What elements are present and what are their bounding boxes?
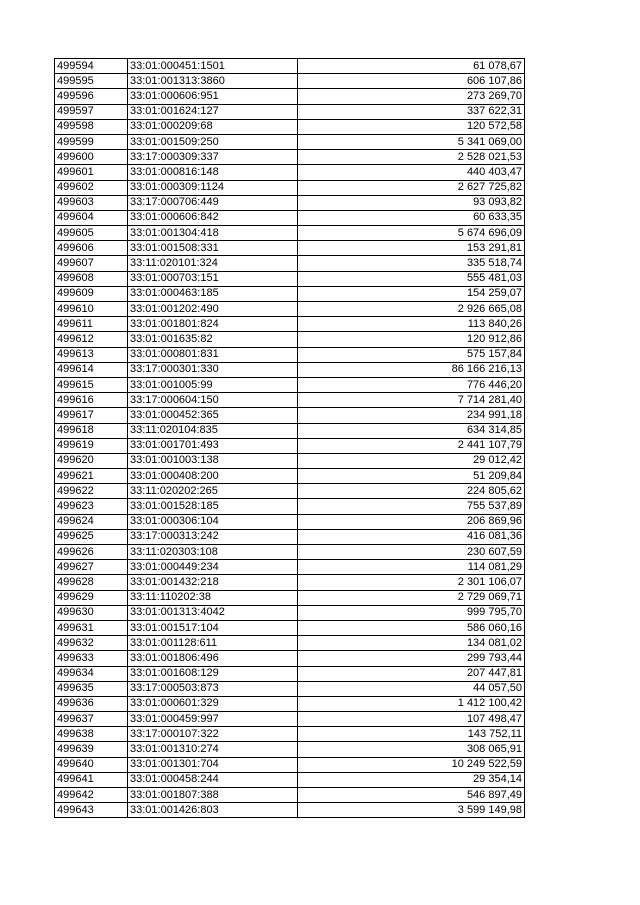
table-row [55, 757, 525, 772]
table-row [55, 590, 525, 605]
row-id-cell: 499601 [55, 165, 128, 180]
cadastral-value-cell: 440 403,47 [298, 165, 525, 180]
cadastral-value-cell: 154 259,07 [298, 286, 525, 301]
cadastral-number-cell: 33:01:000601:329 [128, 696, 298, 711]
row-id-cell: 499610 [55, 302, 128, 317]
table-row [55, 362, 525, 377]
cadastral-value-cell: 755 537,89 [298, 499, 525, 514]
row-id-cell: 499631 [55, 620, 128, 635]
cadastral-number-cell: 33:01:000449:234 [128, 560, 298, 575]
cadastral-value-cell: 51 209,84 [298, 469, 525, 484]
row-id-cell: 499617 [55, 408, 128, 423]
table-row [55, 286, 525, 301]
row-id-cell: 499598 [55, 119, 128, 134]
cadastral-value-cell: 776 446,20 [298, 377, 525, 392]
table-body [55, 59, 525, 818]
cadastral-number-cell: 33:01:001005:99 [128, 377, 298, 392]
row-id-cell: 499628 [55, 575, 128, 590]
table-row [55, 332, 525, 347]
table-row [55, 772, 525, 787]
table-row [55, 210, 525, 225]
cadastral-value-cell: 114 081,29 [298, 560, 525, 575]
table-row [55, 408, 525, 423]
table-row [55, 165, 525, 180]
row-id-cell: 499632 [55, 636, 128, 651]
table-row [55, 742, 525, 757]
cadastral-number-cell: 33:01:000463:185 [128, 286, 298, 301]
table-row [55, 119, 525, 134]
table-row [55, 226, 525, 241]
row-id-cell: 499636 [55, 696, 128, 711]
table-row [55, 620, 525, 635]
table-row [55, 423, 525, 438]
row-id-cell: 499603 [55, 195, 128, 210]
cadastral-number-cell: 33:17:000313:242 [128, 529, 298, 544]
cadastral-number-cell: 33:11:020202:265 [128, 484, 298, 499]
cadastral-number-cell: 33:11:020303:108 [128, 545, 298, 560]
cadastral-number-cell: 33:01:001313:4042 [128, 605, 298, 620]
row-id-cell: 499606 [55, 241, 128, 256]
cadastral-value-cell: 234 991,18 [298, 408, 525, 423]
cadastral-number-cell: 33:01:001517:104 [128, 620, 298, 635]
cadastral-value-cell: 2 729 069,71 [298, 590, 525, 605]
cadastral-value-cell: 29 354,14 [298, 772, 525, 787]
row-id-cell: 499625 [55, 529, 128, 544]
cadastral-number-cell: 33:17:000107:322 [128, 727, 298, 742]
row-id-cell: 499642 [55, 788, 128, 803]
cadastral-value-cell: 2 926 665,08 [298, 302, 525, 317]
row-id-cell: 499600 [55, 150, 128, 165]
row-id-cell: 499641 [55, 772, 128, 787]
row-id-cell: 499604 [55, 210, 128, 225]
row-id-cell: 499634 [55, 666, 128, 681]
cadastral-number-cell: 33:11:110202:38 [128, 590, 298, 605]
row-id-cell: 499612 [55, 332, 128, 347]
cadastral-number-cell: 33:01:001624:127 [128, 104, 298, 119]
cadastral-value-cell: 93 093,82 [298, 195, 525, 210]
row-id-cell: 499620 [55, 453, 128, 468]
cadastral-value-cell: 86 166 216,13 [298, 362, 525, 377]
row-id-cell: 499626 [55, 545, 128, 560]
cadastral-value-cell: 120 912,86 [298, 332, 525, 347]
table-row [55, 393, 525, 408]
cadastral-value-cell: 546 897,49 [298, 788, 525, 803]
table-row [55, 347, 525, 362]
cadastral-value-cell: 120 572,58 [298, 119, 525, 134]
cadastral-value-cell: 2 301 106,07 [298, 575, 525, 590]
cadastral-number-cell: 33:01:001202:490 [128, 302, 298, 317]
table-row [55, 545, 525, 560]
cadastral-number-cell: 33:01:001807:388 [128, 788, 298, 803]
row-id-cell: 499611 [55, 317, 128, 332]
cadastral-value-cell: 2 627 725,82 [298, 180, 525, 195]
table-row [55, 377, 525, 392]
cadastral-value-cell: 5 341 069,00 [298, 134, 525, 149]
table-row [55, 681, 525, 696]
cadastral-number-cell: 33:01:001313:3860 [128, 74, 298, 89]
cadastral-number-cell: 33:01:001528:185 [128, 499, 298, 514]
cadastral-number-cell: 33:01:000309:1124 [128, 180, 298, 195]
table-row [55, 499, 525, 514]
cadastral-number-cell: 33:01:001635:82 [128, 332, 298, 347]
row-id-cell: 499607 [55, 256, 128, 271]
table-row [55, 59, 525, 74]
cadastral-value-cell: 273 269,70 [298, 89, 525, 104]
cadastral-value-cell: 224 805,62 [298, 484, 525, 499]
table-row [55, 134, 525, 149]
table-row [55, 712, 525, 727]
row-id-cell: 499615 [55, 377, 128, 392]
row-id-cell: 499633 [55, 651, 128, 666]
row-id-cell: 499627 [55, 560, 128, 575]
table-row [55, 529, 525, 544]
cadastral-value-cell: 416 081,36 [298, 529, 525, 544]
row-id-cell: 499623 [55, 499, 128, 514]
cadastral-number-cell: 33:01:001509:250 [128, 134, 298, 149]
cadastral-value-cell: 634 314,85 [298, 423, 525, 438]
table-row [55, 484, 525, 499]
cadastral-value-cell: 113 840,26 [298, 317, 525, 332]
table-row [55, 636, 525, 651]
row-id-cell: 499643 [55, 803, 128, 818]
row-id-cell: 499608 [55, 271, 128, 286]
table-row [55, 302, 525, 317]
cadastral-value-cell: 134 081,02 [298, 636, 525, 651]
cadastral-value-cell: 5 674 696,09 [298, 226, 525, 241]
cadastral-number-cell: 33:01:001128:611 [128, 636, 298, 651]
row-id-cell: 499619 [55, 438, 128, 453]
cadastral-number-cell: 33:01:001801:824 [128, 317, 298, 332]
cadastral-number-cell: 33:01:001003:138 [128, 453, 298, 468]
cadastral-number-cell: 33:17:000301:330 [128, 362, 298, 377]
row-id-cell: 499613 [55, 347, 128, 362]
table-row [55, 651, 525, 666]
cadastral-number-cell: 33:17:000706:449 [128, 195, 298, 210]
cadastral-number-cell: 33:01:001701:493 [128, 438, 298, 453]
table-row [55, 195, 525, 210]
cadastral-number-cell: 33:11:020101:324 [128, 256, 298, 271]
table-row [55, 788, 525, 803]
table-row [55, 727, 525, 742]
row-id-cell: 499616 [55, 393, 128, 408]
cadastral-value-cell: 29 012,42 [298, 453, 525, 468]
table-row [55, 241, 525, 256]
cadastral-number-cell: 33:01:001310:274 [128, 742, 298, 757]
table-row [55, 514, 525, 529]
cadastral-value-table [54, 58, 525, 818]
table-row [55, 180, 525, 195]
table-row [55, 104, 525, 119]
cadastral-value-cell: 3 599 149,98 [298, 803, 525, 818]
cadastral-number-cell: 33:01:001304:418 [128, 226, 298, 241]
cadastral-value-cell: 337 622,31 [298, 104, 525, 119]
row-id-cell: 499596 [55, 89, 128, 104]
table-row [55, 150, 525, 165]
row-id-cell: 499618 [55, 423, 128, 438]
cadastral-value-cell: 10 249 522,59 [298, 757, 525, 772]
cadastral-value-cell: 1 412 100,42 [298, 696, 525, 711]
cadastral-value-cell: 335 518,74 [298, 256, 525, 271]
cadastral-value-cell: 230 607,59 [298, 545, 525, 560]
cadastral-number-cell: 33:01:001508:331 [128, 241, 298, 256]
cadastral-number-cell: 33:01:000209:68 [128, 119, 298, 134]
cadastral-value-cell: 308 065,91 [298, 742, 525, 757]
cadastral-number-cell: 33:17:000309:337 [128, 150, 298, 165]
table-row [55, 696, 525, 711]
cadastral-number-cell: 33:01:000452:365 [128, 408, 298, 423]
cadastral-value-cell: 7 714 281,40 [298, 393, 525, 408]
cadastral-number-cell: 33:01:000801:831 [128, 347, 298, 362]
cadastral-value-cell: 999 795,70 [298, 605, 525, 620]
table-row [55, 271, 525, 286]
table-row [55, 438, 525, 453]
cadastral-number-cell: 33:01:000408:200 [128, 469, 298, 484]
cadastral-value-cell: 60 633,35 [298, 210, 525, 225]
cadastral-value-cell: 107 498,47 [298, 712, 525, 727]
row-id-cell: 499640 [55, 757, 128, 772]
cadastral-number-cell: 33:01:000451:1501 [128, 59, 298, 74]
cadastral-value-cell: 207 447,81 [298, 666, 525, 681]
table-row [55, 317, 525, 332]
table-row [55, 575, 525, 590]
row-id-cell: 499638 [55, 727, 128, 742]
table-row [55, 469, 525, 484]
row-id-cell: 499621 [55, 469, 128, 484]
row-id-cell: 499602 [55, 180, 128, 195]
table-row [55, 453, 525, 468]
cadastral-value-cell: 2 441 107,79 [298, 438, 525, 453]
cadastral-number-cell: 33:01:000703:151 [128, 271, 298, 286]
cadastral-value-cell: 575 157,84 [298, 347, 525, 362]
cadastral-number-cell: 33:01:001806:496 [128, 651, 298, 666]
cadastral-value-cell: 2 528 021,53 [298, 150, 525, 165]
table-row [55, 560, 525, 575]
cadastral-number-cell: 33:01:001426:803 [128, 803, 298, 818]
cadastral-value-cell: 44 057,50 [298, 681, 525, 696]
table-row [55, 803, 525, 818]
cadastral-number-cell: 33:01:000606:951 [128, 89, 298, 104]
cadastral-number-cell: 33:01:000458:244 [128, 772, 298, 787]
cadastral-value-cell: 555 481,03 [298, 271, 525, 286]
table-row [55, 256, 525, 271]
table-row [55, 89, 525, 104]
row-id-cell: 499637 [55, 712, 128, 727]
table-row [55, 74, 525, 89]
cadastral-number-cell: 33:01:001608:129 [128, 666, 298, 681]
cadastral-value-cell: 586 060,16 [298, 620, 525, 635]
table-row [55, 605, 525, 620]
row-id-cell: 499630 [55, 605, 128, 620]
cadastral-value-cell: 606 107,86 [298, 74, 525, 89]
row-id-cell: 499595 [55, 74, 128, 89]
table-row [55, 666, 525, 681]
cadastral-number-cell: 33:11:020104:835 [128, 423, 298, 438]
row-id-cell: 499624 [55, 514, 128, 529]
row-id-cell: 499597 [55, 104, 128, 119]
cadastral-value-cell: 299 793,44 [298, 651, 525, 666]
cadastral-value-cell: 206 869,96 [298, 514, 525, 529]
cadastral-number-cell: 33:01:000459:997 [128, 712, 298, 727]
row-id-cell: 499594 [55, 59, 128, 74]
row-id-cell: 499635 [55, 681, 128, 696]
row-id-cell: 499639 [55, 742, 128, 757]
row-id-cell: 499622 [55, 484, 128, 499]
cadastral-number-cell: 33:01:001301:704 [128, 757, 298, 772]
cadastral-number-cell: 33:01:000816:148 [128, 165, 298, 180]
row-id-cell: 499599 [55, 134, 128, 149]
cadastral-number-cell: 33:17:000503:873 [128, 681, 298, 696]
row-id-cell: 499609 [55, 286, 128, 301]
cadastral-number-cell: 33:17:000604:150 [128, 393, 298, 408]
cadastral-value-cell: 61 078,67 [298, 59, 525, 74]
cadastral-number-cell: 33:01:001432:218 [128, 575, 298, 590]
row-id-cell: 499614 [55, 362, 128, 377]
row-id-cell: 499605 [55, 226, 128, 241]
row-id-cell: 499629 [55, 590, 128, 605]
cadastral-value-cell: 153 291,81 [298, 241, 525, 256]
cadastral-number-cell: 33:01:000606:842 [128, 210, 298, 225]
cadastral-value-cell: 143 752,11 [298, 727, 525, 742]
cadastral-number-cell: 33:01:000306:104 [128, 514, 298, 529]
